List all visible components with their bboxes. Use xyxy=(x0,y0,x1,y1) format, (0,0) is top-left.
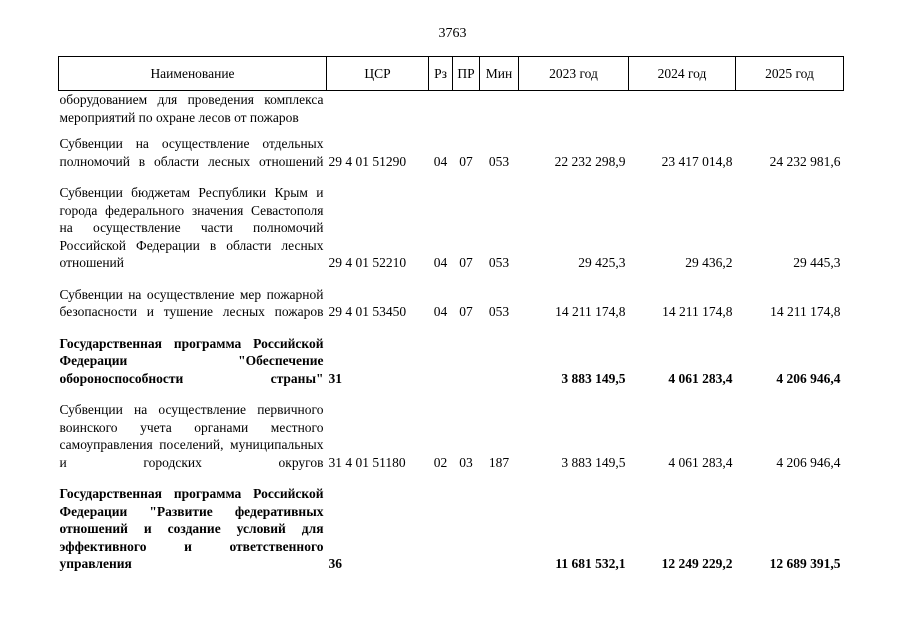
cell-min xyxy=(480,485,519,573)
header-2023: 2023 год xyxy=(519,57,629,91)
cell-rz: 04 xyxy=(433,255,448,270)
header-2025: 2025 год xyxy=(736,57,844,91)
cell-pr: 07 xyxy=(459,255,473,270)
table-row xyxy=(59,286,844,335)
cell-rz xyxy=(429,335,453,402)
cell-y2024: 4 061 283,4 xyxy=(668,370,733,386)
header-rz: Рз xyxy=(429,57,453,91)
table-header-row xyxy=(59,57,844,91)
cell-name: Субвенции бюджетам Республики Крым и города федерального значения Севастополя на осуществление части полномочий Российской Федерации в области лесных отношений xyxy=(59,185,324,270)
cell-min: 053 xyxy=(488,304,510,319)
header-2024: 2024 год xyxy=(629,57,736,91)
cell-rz: 02 xyxy=(433,454,448,470)
cell-name: Государственная программа Российской Федерации "Развитие федеративных отношений и создание условий для эффективного и ответственного управления xyxy=(59,486,324,571)
cell-csr: 36 xyxy=(328,556,342,571)
table-row xyxy=(59,91,844,136)
budget-table xyxy=(58,56,844,573)
cell-name: Субвенции на осуществление первичного воинского учета органами местного самоуправления поселений, муниципальных и городских округов xyxy=(59,402,324,470)
cell-y2023: 11 681 532,1 xyxy=(555,556,626,571)
cell-pr xyxy=(453,335,480,402)
cell-y2025: 12 689 391,5 xyxy=(769,556,841,571)
cell-min: 187 xyxy=(488,454,510,470)
cell-rz: 04 xyxy=(433,304,448,319)
cell-y2024: 4 061 283,4 xyxy=(668,454,733,470)
cell-y2023: 3 883 149,5 xyxy=(561,454,626,470)
cell-y2024 xyxy=(629,91,736,136)
header-name: Наименование xyxy=(59,57,327,91)
cell-pr xyxy=(453,91,480,136)
cell-pr: 07 xyxy=(459,153,473,169)
table-row xyxy=(59,135,844,184)
cell-pr: 07 xyxy=(459,304,473,319)
table-row xyxy=(59,485,844,573)
header-pr: ПР xyxy=(453,57,480,91)
cell-pr xyxy=(453,485,480,573)
cell-pr: 03 xyxy=(459,454,473,470)
table-row xyxy=(59,335,844,402)
cell-min: 053 xyxy=(488,255,510,270)
cell-name: Субвенции на осуществление отдельных полномочий в области лесных отношений xyxy=(59,136,324,169)
cell-name: Субвенции на осуществление мер пожарной безопасности и тушение лесных пожаров xyxy=(59,286,324,319)
cell-y2025: 4 206 946,4 xyxy=(776,370,841,386)
cell-name: оборудованием для проведения комплекса мероприятий по охране лесов от пожаров xyxy=(59,92,324,125)
cell-y2024: 12 249 229,2 xyxy=(661,556,733,571)
cell-y2025: 24 232 981,6 xyxy=(769,153,841,169)
cell-y2023: 3 883 149,5 xyxy=(561,370,626,386)
cell-csr: 31 xyxy=(328,370,342,386)
cell-csr: 31 4 01 51180 xyxy=(328,454,406,470)
cell-min xyxy=(480,91,519,136)
table-row xyxy=(59,184,844,286)
cell-rz xyxy=(429,91,453,136)
cell-min: 053 xyxy=(488,153,510,169)
cell-y2023: 14 211 174,8 xyxy=(555,304,626,319)
cell-rz xyxy=(429,485,453,573)
cell-csr: 29 4 01 51290 xyxy=(328,153,407,169)
table-row xyxy=(59,401,844,485)
cell-csr: 29 4 01 52210 xyxy=(328,255,407,270)
cell-y2023: 29 425,3 xyxy=(578,255,626,270)
cell-y2023 xyxy=(519,91,629,136)
cell-y2024: 29 436,2 xyxy=(685,255,733,270)
cell-name: Государственная программа Российской Федерации "Обеспечение обороноспособности страны" xyxy=(59,335,324,386)
cell-csr xyxy=(327,91,429,136)
header-min: Мин xyxy=(480,57,519,91)
cell-csr: 29 4 01 53450 xyxy=(328,304,407,319)
cell-y2025: 4 206 946,4 xyxy=(776,454,841,470)
cell-y2025: 14 211 174,8 xyxy=(770,304,841,319)
cell-rz: 04 xyxy=(433,153,448,169)
cell-y2024: 14 211 174,8 xyxy=(662,304,733,319)
cell-y2025 xyxy=(736,91,844,136)
cell-min xyxy=(480,335,519,402)
cell-y2025: 29 445,3 xyxy=(793,255,841,270)
page-number: 3763 xyxy=(438,26,467,41)
cell-y2024: 23 417 014,8 xyxy=(661,153,733,169)
header-csr: ЦСР xyxy=(327,57,429,91)
cell-y2023: 22 232 298,9 xyxy=(554,153,626,169)
